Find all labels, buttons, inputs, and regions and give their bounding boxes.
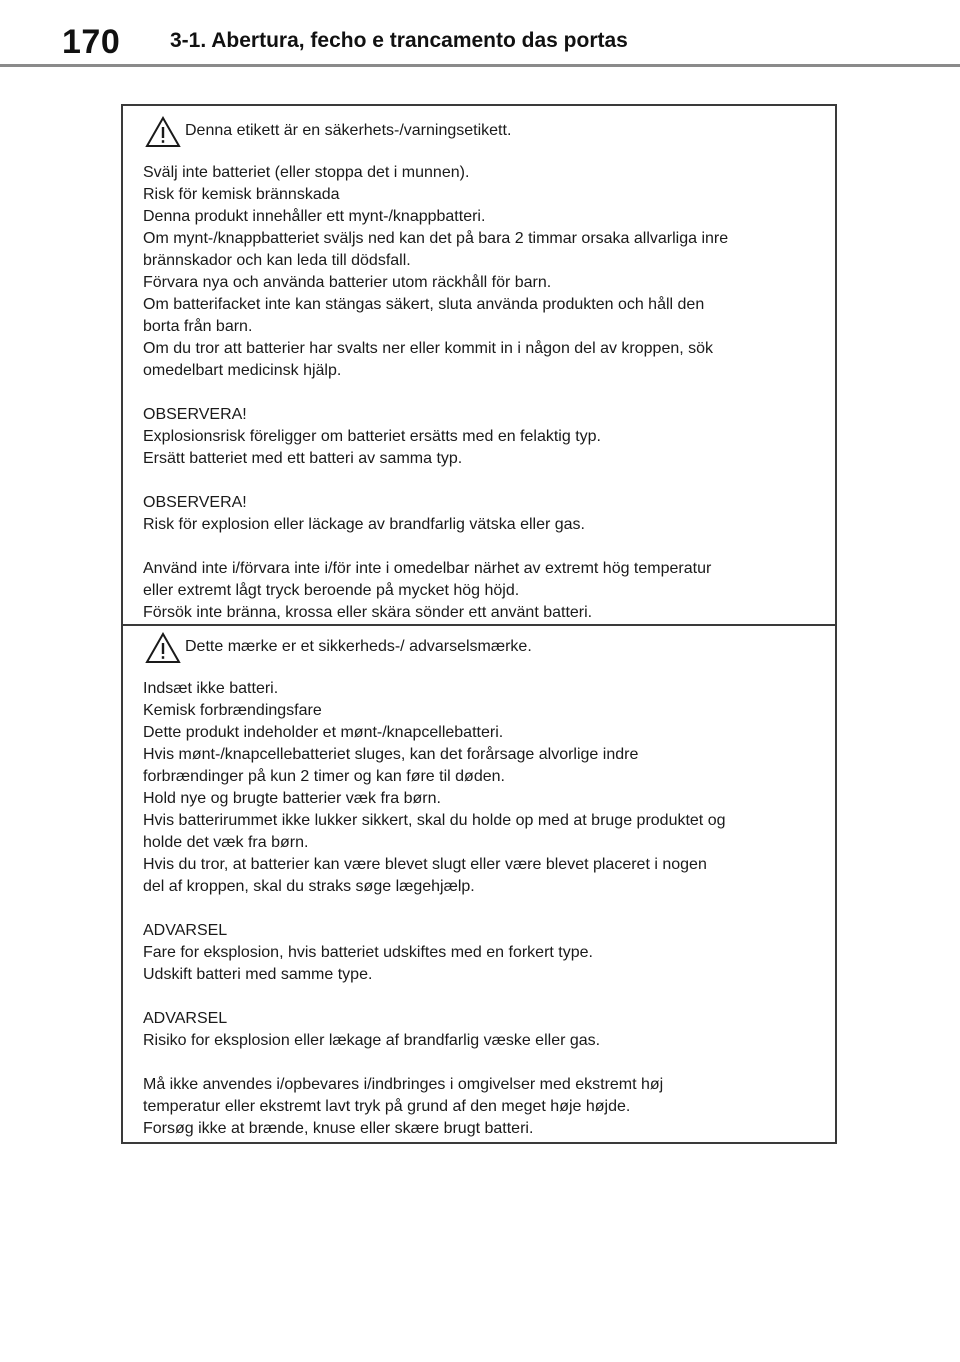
label-text-line: Risk för kemisk brännskada	[143, 186, 340, 203]
label-section-swedish	[123, 114, 835, 628]
label-text-line: OBSERVERA!	[143, 406, 247, 423]
label-text-line: OBSERVERA!	[143, 494, 247, 511]
label-text-line: del af kroppen, skal du straks søge lægehjælp.	[143, 878, 475, 895]
label-text-line: Om batterifacket inte kan stängas säkert, sluta använda produkten och håll den	[143, 296, 705, 313]
label-paragraph	[143, 920, 835, 986]
label-text-line: Explosionsrisk föreligger om batteriet ersätts med en felaktig typ.	[143, 428, 601, 445]
label-text-line: Svälj inte batteriet (eller stoppa det i munnen).	[143, 164, 470, 181]
label-paragraphs	[143, 678, 835, 1140]
label-text-line: Risiko for eksplosion eller lækage af brandfarlig væske eller gas.	[143, 1032, 601, 1049]
header-rule	[0, 64, 960, 67]
label-text-line: Dette produkt indeholder et mønt-/knapcellebatteri.	[143, 724, 504, 741]
label-divider	[123, 624, 835, 626]
label-heading: Dette mærke er et sikkerheds-/ advarselsmærke.	[185, 638, 532, 655]
label-text-line: Hvis batterirummet ikke lukker sikkert, skal du holde op med at bruge produktet og	[143, 812, 726, 829]
label-paragraph	[143, 492, 835, 536]
label-text-line: Fare for eksplosion, hvis batteriet udskiftes med en forkert type.	[143, 944, 593, 961]
label-text-line: Om du tror att batterier har svalts ner eller kommit in i någon del av kroppen, sök	[143, 340, 714, 357]
label-heading-row	[143, 114, 835, 152]
label-text-line: Använd inte i/förvara inte i/för inte i omedelbar närhet av extremt hög temperatur	[143, 560, 712, 577]
label-text-line: ADVARSEL	[143, 1010, 228, 1027]
warning-triangle-icon	[145, 632, 181, 664]
label-text-line: omedelbart medicinsk hjälp.	[143, 362, 342, 379]
label-text-line: Må ikke anvendes i/opbevares i/indbringes i omgivelser med ekstremt høj	[143, 1076, 664, 1093]
label-text-line: holde det væk fra børn.	[143, 834, 309, 851]
label-text-line: Ersätt batteriet med ett batteri av samma typ.	[143, 450, 463, 467]
label-text-line: brännskador och kan leda till dödsfall.	[143, 252, 411, 269]
label-paragraph	[143, 678, 835, 898]
label-section-danish	[123, 630, 835, 1140]
label-text-line: eller extremt lågt tryck beroende på mycket hög höjd.	[143, 582, 520, 599]
label-text-line: temperatur eller ekstremt lavt tryk på grund af den meget høje højde.	[143, 1098, 631, 1115]
battery-warning-label	[121, 104, 837, 1144]
label-heading: Denna etikett är en säkerhets-/varningsetikett.	[185, 122, 512, 139]
label-text-line: ADVARSEL	[143, 922, 228, 939]
label-text-line: Udskift batteri med samme type.	[143, 966, 373, 983]
label-text-line: Forsøg ikke at brænde, knuse eller skære brugt batteri.	[143, 1120, 534, 1137]
label-text-line: Om mynt-/knappbatteriet sväljs ned kan det på bara 2 timmar orsaka allvarliga inre	[143, 230, 729, 247]
label-text-line: Hvis mønt-/knapcellebatteriet sluges, kan det forårsage alvorlige indre	[143, 746, 639, 763]
label-text-line: Risk för explosion eller läckage av brandfarlig vätska eller gas.	[143, 516, 585, 533]
label-text-line: borta från barn.	[143, 318, 253, 335]
label-text-line: Hvis du tror, at batterier kan være blevet slugt eller være blevet placeret i nogen	[143, 856, 707, 873]
label-paragraphs	[143, 162, 835, 624]
page-number: 170	[62, 23, 121, 61]
warning-triangle-icon	[145, 116, 181, 148]
label-paragraph	[143, 162, 835, 382]
label-paragraph	[143, 1074, 835, 1140]
section-title: 3-1. Abertura, fecho e trancamento das portas	[170, 29, 628, 52]
label-heading-row	[143, 630, 835, 668]
label-text-line: Försök inte bränna, krossa eller skära sönder ett använt batteri.	[143, 604, 593, 621]
page-header	[0, 0, 960, 68]
label-text-line: forbrændinger på kun 2 timer og kan føre til døden.	[143, 768, 505, 785]
label-paragraph	[143, 1008, 835, 1052]
label-text-line: Indsæt ikke batteri.	[143, 680, 279, 697]
label-text-line: Kemisk forbrændingsfare	[143, 702, 322, 719]
label-paragraph	[143, 404, 835, 470]
label-text-line: Förvara nya och använda batterier utom räckhåll för barn.	[143, 274, 552, 291]
label-paragraph	[143, 558, 835, 624]
label-text-line: Hold nye og brugte batterier væk fra børn.	[143, 790, 441, 807]
label-text-line: Denna produkt innehåller ett mynt-/knappbatteri.	[143, 208, 486, 225]
